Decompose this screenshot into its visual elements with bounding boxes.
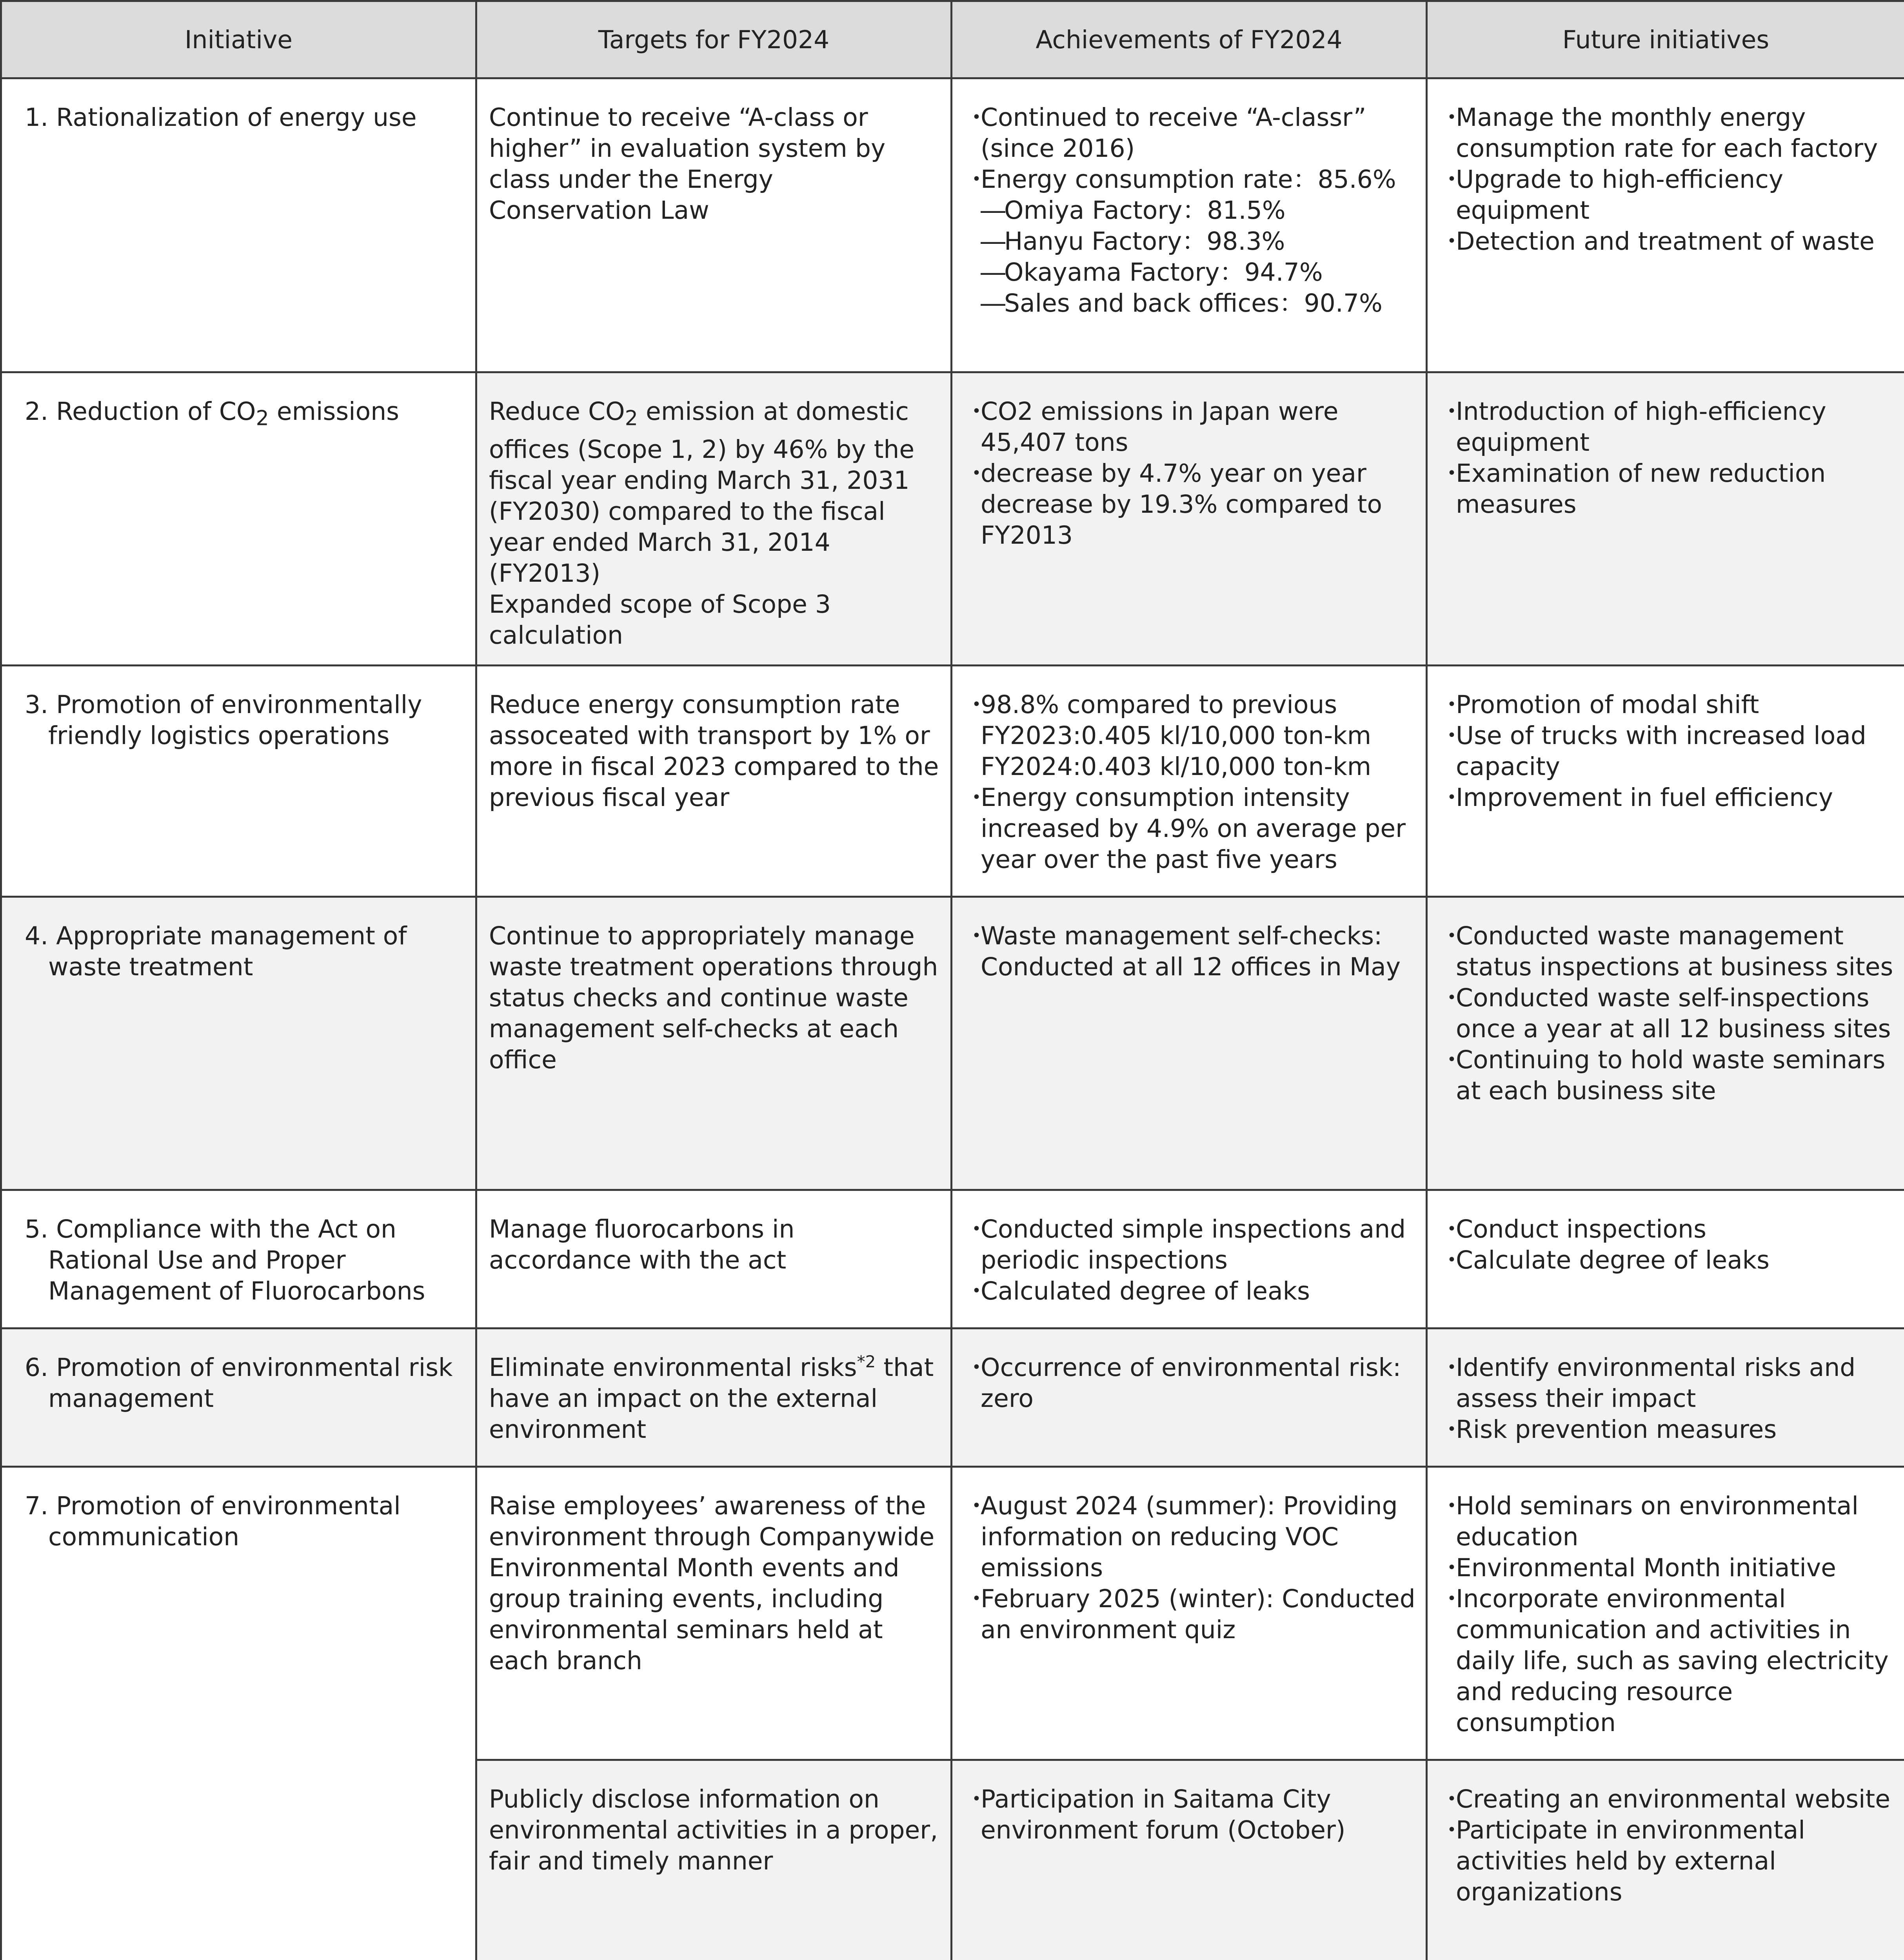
future-list bbox=[1439, 1214, 1896, 1276]
header-initiative: Initiative bbox=[1, 1, 476, 78]
list-item: ・ Improvement in fuel efficiency bbox=[1439, 782, 1896, 813]
list-item: ・ Detection and treatment of waste bbox=[1439, 226, 1896, 257]
list-item: ・ Waste management self-checks: Conducted at all 12 offices in May bbox=[964, 920, 1418, 982]
target-text: Raise employees’ awareness of the environment through Companywide Environmental Month events and group training events, including environmental seminars held at each branch bbox=[489, 1492, 935, 1675]
list-item: ・ Promotion of modal shift bbox=[1439, 689, 1896, 720]
future-list bbox=[1439, 396, 1896, 520]
future-cell bbox=[1427, 1190, 1904, 1328]
achievement-line: 98.8% compared to previous bbox=[981, 690, 1337, 719]
list-item bbox=[964, 689, 1418, 782]
header-achievements: Achievements of FY2024 bbox=[952, 1, 1427, 78]
list-item: ・ February 2025 (winter): Conducted an environment quiz bbox=[964, 1583, 1418, 1645]
list-item: ・ Upgrade to high-efficiency equipment bbox=[1439, 164, 1896, 226]
initiative-cell bbox=[1, 897, 476, 1190]
future-cell bbox=[1427, 1760, 1904, 1960]
list-item: ・ Participation in Saitama City environment forum (October) bbox=[964, 1784, 1418, 1846]
achievement-cell bbox=[952, 897, 1427, 1190]
superscript: *2 bbox=[857, 1352, 876, 1371]
future-cell bbox=[1427, 1467, 1904, 1760]
list-item: ・ Introduction of high-efficiency equipment bbox=[1439, 396, 1896, 458]
future-cell bbox=[1427, 666, 1904, 897]
list-item: ・ Continuing to hold waste seminars at each business site bbox=[1439, 1044, 1896, 1106]
target-cell bbox=[476, 1760, 952, 1960]
initiative-text: 7. Promotion of environmental communication bbox=[25, 1492, 401, 1551]
target-text: Continue to receive “A-class or higher” in evaluation system by class under the Energy Conservation Law bbox=[489, 103, 886, 225]
list-item: ・ Conducted waste management status inspections at business sites bbox=[1439, 920, 1896, 982]
initiative-cell bbox=[1, 1467, 476, 1960]
initiative-text: 3. Promotion of environmentally friendly logistics operations bbox=[25, 690, 422, 750]
achievement-list bbox=[964, 920, 1418, 982]
list-item: ・ Use of trucks with increased load capacity bbox=[1439, 720, 1896, 782]
subscript: 2 bbox=[256, 406, 269, 430]
header-targets: Targets for FY2024 bbox=[476, 1, 952, 78]
target-text: Publicly disclose information on environmental activities in a proper, fair and timely manner bbox=[489, 1785, 938, 1875]
future-cell bbox=[1427, 372, 1904, 666]
list-item: ・ Environmental Month initiative bbox=[1439, 1552, 1896, 1583]
list-item: ・ Manage the monthly energy consumption rate for each factory bbox=[1439, 102, 1896, 164]
target-cell bbox=[476, 1328, 952, 1467]
list-item: ・ Creating an environmental website bbox=[1439, 1784, 1896, 1815]
list-subitem: ― Omiya Factory：81.5% bbox=[964, 195, 1418, 226]
target-text: Reduce energy consumption rate assoceated with transport by 1% or more in fiscal 2023 compared to the previous fiscal year bbox=[489, 690, 939, 812]
list-item: ・ Calculate degree of leaks bbox=[1439, 1245, 1896, 1276]
target-cell bbox=[476, 1467, 952, 1760]
initiative-text-part: 2. Reduction of CO bbox=[25, 397, 256, 426]
target-text-line2: Expanded scope of Scope 3 calculation bbox=[489, 590, 831, 650]
list-item: ・ Risk prevention measures bbox=[1439, 1414, 1896, 1445]
list-item: ・ decrease by 4.7% year on year decrease by 19.3% compared to FY2013 bbox=[964, 458, 1418, 551]
target-text: Continue to appropriately manage waste treatment operations through status checks and continue waste management self-checks at each office bbox=[489, 922, 938, 1074]
initiative-text: 6. Promotion of environmental risk management bbox=[25, 1353, 453, 1413]
target-cell bbox=[476, 78, 952, 372]
list-subitem: ― Hanyu Factory：98.3% bbox=[964, 226, 1418, 257]
achievement-cell bbox=[952, 1760, 1427, 1960]
initiative-text: 5. Compliance with the Act on Rational Use and Proper Management of Fluorocarbons bbox=[25, 1215, 425, 1305]
table-row bbox=[1, 78, 1904, 372]
future-cell bbox=[1427, 897, 1904, 1190]
achievement-list bbox=[964, 689, 1418, 875]
achievement-list bbox=[964, 396, 1418, 551]
future-cell bbox=[1427, 78, 1904, 372]
initiative-cell bbox=[1, 372, 476, 666]
list-item: ・ Examination of new reduction measures bbox=[1439, 458, 1896, 520]
target-text-part: Eliminate environmental risks bbox=[489, 1353, 857, 1382]
list-item: ・ Conducted simple inspections and periodic inspections bbox=[964, 1214, 1418, 1276]
achievement-cell bbox=[952, 1328, 1427, 1467]
achievement-cell bbox=[952, 78, 1427, 372]
initiative-cell bbox=[1, 666, 476, 897]
achievement-cell bbox=[952, 666, 1427, 897]
table-row bbox=[1, 1190, 1904, 1328]
list-item: ・ Occurrence of environmental risk: zero bbox=[964, 1352, 1418, 1414]
target-text-part: Reduce CO bbox=[489, 397, 625, 426]
table-row bbox=[1, 1328, 1904, 1467]
future-list bbox=[1439, 689, 1896, 813]
list-item: ・ August 2024 (summer): Providing information on reducing VOC emissions bbox=[964, 1490, 1418, 1583]
initiative-text bbox=[14, 396, 467, 434]
table-header-row bbox=[1, 1, 1904, 78]
achievement-line: FY2023:0.405 kl/10,000 ton-km bbox=[981, 721, 1372, 750]
achievement-list bbox=[964, 1214, 1418, 1307]
list-item: ・ Conduct inspections bbox=[1439, 1214, 1896, 1245]
table-row bbox=[1, 897, 1904, 1190]
list-subitem: ― Okayama Factory：94.7% bbox=[964, 257, 1418, 288]
list-item: ・ Energy consumption intensity increased by 4.9% on average per year over the past five years bbox=[964, 782, 1418, 875]
initiative-text-part: emissions bbox=[269, 397, 399, 426]
list-item: ・ Calculated degree of leaks bbox=[964, 1276, 1418, 1307]
target-cell bbox=[476, 372, 952, 666]
list-item: ・ Incorporate environmental communication and activities in daily life, such as saving electricity and reducing resource consumption bbox=[1439, 1583, 1896, 1738]
initiative-cell bbox=[1, 1190, 476, 1328]
achievement-cell bbox=[952, 1190, 1427, 1328]
list-item: ・ Identify environmental risks and assess their impact bbox=[1439, 1352, 1896, 1414]
list-item: ・ Continued to receive “A-classr” (since 2016) bbox=[964, 102, 1418, 164]
target-text bbox=[489, 1352, 943, 1445]
list-item: ・ Energy consumption rate：85.6% bbox=[964, 164, 1418, 195]
initiative-text: 4. Appropriate management of waste treatment bbox=[25, 922, 407, 981]
subscript: 2 bbox=[625, 406, 638, 430]
header-future-initiatives: Future initiatives bbox=[1427, 1, 1904, 78]
initiative-cell bbox=[1, 1328, 476, 1467]
target-text: Manage fluorocarbons in accordance with the act bbox=[489, 1215, 795, 1274]
future-list bbox=[1439, 1490, 1896, 1738]
list-subitem: ― Sales and back offices：90.7% bbox=[964, 288, 1418, 319]
target-text-part: emission at domestic offices (Scope 1, 2) by 46% by the fiscal year ending March 31, 2031 (FY2030) compared to the fiscal year ended March 31, 2014 (FY2013) bbox=[489, 397, 915, 588]
target-cell bbox=[476, 666, 952, 897]
initiative-cell bbox=[1, 78, 476, 372]
achievement-cell bbox=[952, 372, 1427, 666]
future-list bbox=[1439, 1784, 1896, 1907]
future-list bbox=[1439, 920, 1896, 1106]
future-list bbox=[1439, 1352, 1896, 1445]
achievement-list bbox=[964, 1352, 1418, 1414]
target-text bbox=[489, 396, 943, 589]
achievement-list bbox=[964, 1784, 1418, 1846]
list-item: ・ Hold seminars on environmental education bbox=[1439, 1490, 1896, 1552]
list-item: ・ CO2 emissions in Japan were 45,407 tons bbox=[964, 396, 1418, 458]
list-item: ・ Conducted waste self-inspections once a year at all 12 business sites bbox=[1439, 982, 1896, 1044]
table-row bbox=[1, 1467, 1904, 1760]
table-row bbox=[1, 372, 1904, 666]
target-text-part: that have an impact on the external environment bbox=[489, 1353, 934, 1444]
future-list bbox=[1439, 102, 1896, 257]
target-cell bbox=[476, 897, 952, 1190]
initiative-text: 1. Rationalization of energy use bbox=[25, 103, 417, 132]
list-item: ・ Participate in environmental activities held by external organizations bbox=[1439, 1815, 1896, 1907]
table-row bbox=[1, 666, 1904, 897]
achievement-line: FY2024:0.403 kl/10,000 ton-km bbox=[981, 752, 1372, 781]
future-cell bbox=[1427, 1328, 1904, 1467]
target-cell bbox=[476, 1190, 952, 1328]
achievement-list bbox=[964, 1490, 1418, 1645]
achievement-list bbox=[964, 102, 1418, 319]
achievement-cell bbox=[952, 1467, 1427, 1760]
